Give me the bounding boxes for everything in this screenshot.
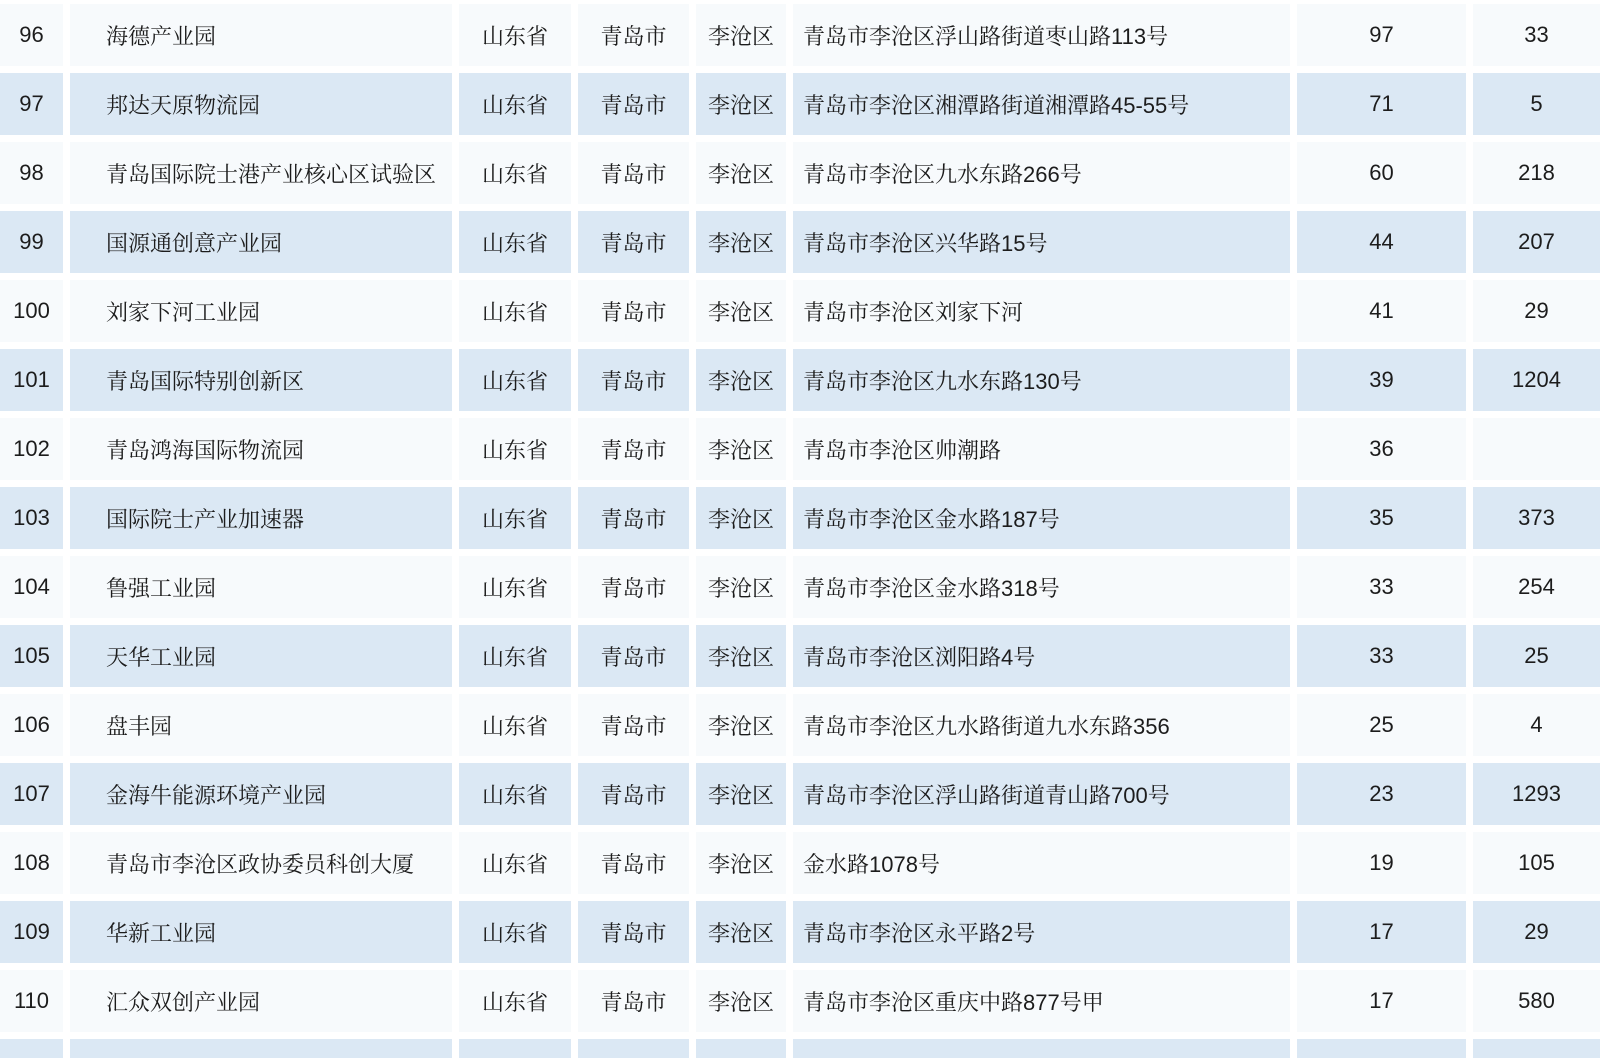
cell-value-2: 580 — [1473, 970, 1600, 1032]
cell-city: 青岛市 — [578, 280, 689, 342]
cell-value-1: 97 — [1297, 4, 1466, 66]
cell-district: 李沧区 — [696, 4, 786, 66]
cell-city: 青岛市 — [578, 487, 689, 549]
cell-province: 山东省 — [459, 487, 571, 549]
cell-value-2: 207 — [1473, 211, 1600, 273]
cell-address — [793, 1039, 1290, 1058]
cell-park-name: 青岛国际院士港产业核心区试验区 — [70, 142, 452, 204]
cell-value-2: 33 — [1473, 4, 1600, 66]
cell-park-name: 天华工业园 — [70, 625, 452, 687]
cell-city: 青岛市 — [578, 142, 689, 204]
cell-row-number: 100 — [0, 280, 63, 342]
cell-park-name: 刘家下河工业园 — [70, 280, 452, 342]
cell-row-number: 107 — [0, 763, 63, 825]
cell-value-2: 105 — [1473, 832, 1600, 894]
cell-row-number: 105 — [0, 625, 63, 687]
cell-province: 山东省 — [459, 142, 571, 204]
cell-province: 山东省 — [459, 625, 571, 687]
cell-row-number: 106 — [0, 694, 63, 756]
cell-province: 山东省 — [459, 832, 571, 894]
table-row — [0, 142, 1600, 204]
cell-district: 李沧区 — [696, 832, 786, 894]
table-row — [0, 625, 1600, 687]
cell-province: 山东省 — [459, 901, 571, 963]
cell-value-1: 44 — [1297, 211, 1466, 273]
cell-province: 山东省 — [459, 694, 571, 756]
cell-address: 金水路1078号 — [793, 832, 1290, 894]
cell-district: 李沧区 — [696, 556, 786, 618]
cell-city: 青岛市 — [578, 73, 689, 135]
cell-address: 青岛市李沧区九水路街道九水东路356 — [793, 694, 1290, 756]
cell-park-name: 邦达天原物流园 — [70, 73, 452, 135]
table-row — [0, 694, 1600, 756]
cell-row-number: 109 — [0, 901, 63, 963]
cell-address: 青岛市李沧区永平路2号 — [793, 901, 1290, 963]
table-row — [0, 763, 1600, 825]
cell-address: 青岛市李沧区金水路318号 — [793, 556, 1290, 618]
table-row — [0, 73, 1600, 135]
cell-park-name: 汇众双创产业园 — [70, 970, 452, 1032]
cell-address: 青岛市李沧区浮山路街道青山路700号 — [793, 763, 1290, 825]
cell-province: 山东省 — [459, 763, 571, 825]
cell-district: 李沧区 — [696, 280, 786, 342]
cell-district: 李沧区 — [696, 625, 786, 687]
cell-value-1: 33 — [1297, 625, 1466, 687]
cell-district: 李沧区 — [696, 694, 786, 756]
cell-district: 李沧区 — [696, 970, 786, 1032]
cell-row-number: 99 — [0, 211, 63, 273]
cell-city: 青岛市 — [578, 4, 689, 66]
cell-city: 青岛市 — [578, 832, 689, 894]
cell-value-1: 39 — [1297, 349, 1466, 411]
cell-row-number — [0, 1039, 63, 1058]
cell-address: 青岛市李沧区重庆中路877号甲 — [793, 970, 1290, 1032]
cell-value-1: 35 — [1297, 487, 1466, 549]
cell-value-1: 36 — [1297, 418, 1466, 480]
cell-province: 山东省 — [459, 349, 571, 411]
table-row — [0, 1039, 1600, 1058]
cell-value-1: 71 — [1297, 73, 1466, 135]
cell-value-2: 1293 — [1473, 763, 1600, 825]
cell-district: 李沧区 — [696, 487, 786, 549]
cell-park-name: 海德产业园 — [70, 4, 452, 66]
cell-park-name: 国源通创意产业园 — [70, 211, 452, 273]
cell-value-2: 218 — [1473, 142, 1600, 204]
table-row — [0, 349, 1600, 411]
cell-row-number: 98 — [0, 142, 63, 204]
cell-park-name: 青岛鸿海国际物流园 — [70, 418, 452, 480]
cell-value-2: 29 — [1473, 901, 1600, 963]
cell-address: 青岛市李沧区九水东路130号 — [793, 349, 1290, 411]
cell-city: 青岛市 — [578, 211, 689, 273]
cell-row-number: 103 — [0, 487, 63, 549]
cell-park-name: 国际院士产业加速器 — [70, 487, 452, 549]
cell-value-2 — [1473, 418, 1600, 480]
cell-district: 李沧区 — [696, 418, 786, 480]
cell-city: 青岛市 — [578, 349, 689, 411]
cell-address: 青岛市李沧区金水路187号 — [793, 487, 1290, 549]
cell-province: 山东省 — [459, 556, 571, 618]
cell-city: 青岛市 — [578, 694, 689, 756]
cell-value-2: 5 — [1473, 73, 1600, 135]
cell-city: 青岛市 — [578, 763, 689, 825]
cell-value-1: 41 — [1297, 280, 1466, 342]
cell-address: 青岛市李沧区湘潭路街道湘潭路45-55号 — [793, 73, 1290, 135]
cell-province: 山东省 — [459, 280, 571, 342]
table-row — [0, 970, 1600, 1032]
cell-province — [459, 1039, 571, 1058]
cell-value-1: 23 — [1297, 763, 1466, 825]
table-row — [0, 4, 1600, 66]
table-row — [0, 280, 1600, 342]
cell-province: 山东省 — [459, 4, 571, 66]
cell-district: 李沧区 — [696, 211, 786, 273]
cell-value-2: 25 — [1473, 625, 1600, 687]
cell-value-1: 17 — [1297, 970, 1466, 1032]
table-row — [0, 901, 1600, 963]
cell-value-1: 60 — [1297, 142, 1466, 204]
cell-value-2: 4 — [1473, 694, 1600, 756]
cell-address: 青岛市李沧区帅潮路 — [793, 418, 1290, 480]
cell-city: 青岛市 — [578, 625, 689, 687]
cell-city — [578, 1039, 689, 1058]
cell-park-name — [70, 1039, 452, 1058]
cell-province: 山东省 — [459, 970, 571, 1032]
cell-row-number: 101 — [0, 349, 63, 411]
cell-address: 青岛市李沧区浏阳路4号 — [793, 625, 1290, 687]
cell-city: 青岛市 — [578, 556, 689, 618]
cell-district: 李沧区 — [696, 901, 786, 963]
cell-district: 李沧区 — [696, 142, 786, 204]
cell-value-2: 373 — [1473, 487, 1600, 549]
cell-park-name: 青岛国际特别创新区 — [70, 349, 452, 411]
cell-value-1: 19 — [1297, 832, 1466, 894]
cell-city: 青岛市 — [578, 418, 689, 480]
cell-province: 山东省 — [459, 418, 571, 480]
cell-park-name: 金海牛能源环境产业园 — [70, 763, 452, 825]
cell-value-2 — [1473, 1039, 1600, 1058]
cell-province: 山东省 — [459, 211, 571, 273]
cell-address: 青岛市李沧区九水东路266号 — [793, 142, 1290, 204]
cell-value-1 — [1297, 1039, 1466, 1058]
cell-row-number: 110 — [0, 970, 63, 1032]
cell-district — [696, 1039, 786, 1058]
cell-city: 青岛市 — [578, 970, 689, 1032]
cell-park-name: 鲁强工业园 — [70, 556, 452, 618]
table-row — [0, 418, 1600, 480]
cell-district: 李沧区 — [696, 763, 786, 825]
table-row — [0, 487, 1600, 549]
cell-district: 李沧区 — [696, 349, 786, 411]
cell-value-1: 17 — [1297, 901, 1466, 963]
table-row — [0, 832, 1600, 894]
cell-value-2: 1204 — [1473, 349, 1600, 411]
cell-province: 山东省 — [459, 73, 571, 135]
cell-park-name: 华新工业园 — [70, 901, 452, 963]
cell-address: 青岛市李沧区兴华路15号 — [793, 211, 1290, 273]
cell-address: 青岛市李沧区浮山路街道枣山路113号 — [793, 4, 1290, 66]
cell-value-1: 25 — [1297, 694, 1466, 756]
cell-park-name: 盘丰园 — [70, 694, 452, 756]
cell-value-2: 29 — [1473, 280, 1600, 342]
table-row — [0, 556, 1600, 618]
cell-row-number: 104 — [0, 556, 63, 618]
cell-city: 青岛市 — [578, 901, 689, 963]
cell-address: 青岛市李沧区刘家下河 — [793, 280, 1290, 342]
cell-row-number: 96 — [0, 4, 63, 66]
cell-row-number: 102 — [0, 418, 63, 480]
parks-table-body — [0, 4, 1600, 1058]
cell-value-2: 254 — [1473, 556, 1600, 618]
table-row — [0, 211, 1600, 273]
cell-district: 李沧区 — [696, 73, 786, 135]
cell-row-number: 97 — [0, 73, 63, 135]
cell-value-1: 33 — [1297, 556, 1466, 618]
cell-row-number: 108 — [0, 832, 63, 894]
cell-park-name: 青岛市李沧区政协委员科创大厦 — [70, 832, 452, 894]
